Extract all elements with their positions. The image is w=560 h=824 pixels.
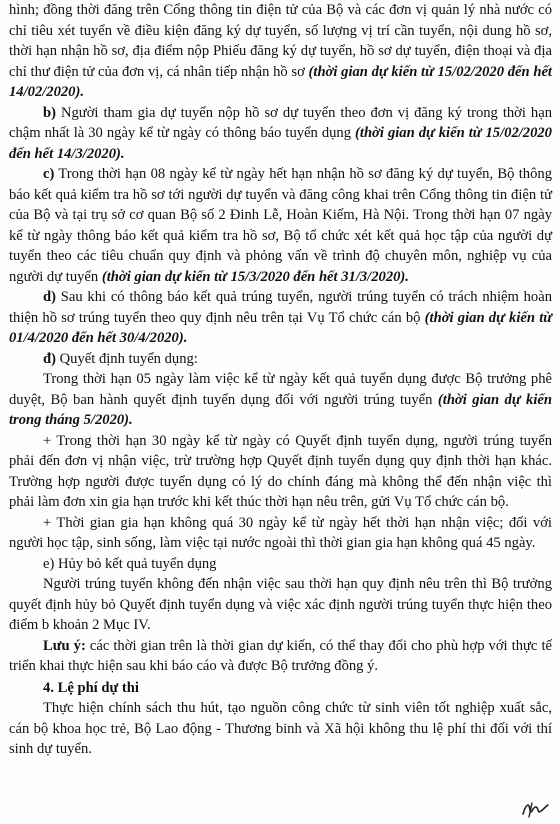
- paragraph-b-submit-dossier: [9, 103, 552, 165]
- paragraph-text: hình; đồng thời đăng trên Cổng thông tin điện tử của Bộ và các đơn vị quản lý nhà nước có chỉ tiêu xét tuyển về điều kiện đăng ký dự tuyển, số lượng vị trí cần tuyển, nội dung hồ sơ, thời hạn nhận hồ sơ, địa điểm nộp Phiếu đăng ký dự tuyển, hồ sơ dự tuyển, điện thoại và địa chỉ thư điện tử của đơn vị, cá nhân tiếp nhận hồ sơ: [9, 2, 552, 80]
- paragraph-c-review-interview: [9, 164, 552, 287]
- paragraph-report-to-work: [9, 431, 552, 513]
- paragraph-note: [9, 636, 552, 677]
- paragraph-decision-issuance: [9, 369, 552, 431]
- item-marker-b: b): [43, 104, 56, 121]
- paragraph-text: Trong thời hạn 08 ngày kể từ ngày hết hạn nhận hồ sơ đăng ký dự tuyển, Bộ thông báo kết quả kiểm tra hồ sơ tới người dự tuyển và đăng công khai trên Cổng thông tin điện tử của Bộ và tại trụ sở cơ quan Bộ số 2 Đinh Lễ, Hoàn Kiếm, Hà Nội. Trong thời hạn 07 ngày kể từ ngày thông báo kết quả kiểm tra hồ sơ, Bộ tổ chức xét kết quả học tập của người dự tuyển theo các tiêu chuẩn quy định và phỏng vấn về trình độ chuyên môn, nghiệp vụ của người dự tuyển: [9, 166, 552, 285]
- initials-signature: [520, 798, 550, 820]
- paragraph-e-cancel-result: [9, 554, 552, 575]
- note-label: Lưu ý:: [43, 637, 86, 654]
- paragraph-cancel-detail: [9, 574, 552, 636]
- paragraph-dd-recruitment-decision: [9, 349, 552, 370]
- item-marker-dd: đ): [43, 350, 56, 367]
- paragraph-text: các thời gian trên là thời gian dự kiến, có thể thay đổi cho phù hợp với thực tế triển khai thực hiện sau khi báo cáo và được Bộ trưởng đồng ý.: [9, 637, 552, 674]
- section-heading-exam-fee: 4. Lệ phí dự thi: [43, 679, 139, 696]
- item-marker-d: d): [43, 289, 56, 305]
- deadline-note: (thời gian dự kiến từ 15/02/2020 đến hết 14/3/2020).: [9, 125, 552, 162]
- paragraph-announcement-continuation: [9, 0, 552, 103]
- item-marker-c: c): [43, 166, 55, 182]
- paragraph-extension-period: [9, 513, 552, 554]
- paragraph-text: Người trúng tuyển không đến nhận việc sau thời hạn quy định nêu trên thì Bộ trưởng quyết định hủy bỏ Quyết định tuyển dụng và việc xác định người trúng tuyển thực hiện theo điểm b khoản 2 Mục IV.: [9, 576, 552, 633]
- paragraph-text: Trong thời hạn 05 ngày làm việc kể từ ngày kết quả tuyển dụng được Bộ trưởng phê duyệt, Bộ ban hành quyết định tuyển dụng đối với người trúng tuyển: [9, 371, 552, 408]
- paragraph-text: Quyết định tuyển dụng:: [55, 350, 198, 367]
- paragraph-exam-fee: Thực hiện chính sách thu hút, tạo nguồn công chức từ sinh viên tốt nghiệp xuất sắc, cán bộ khoa học trẻ, Bộ Lao động - Thương binh và Xã hội không thu lệ phí thi đối với thí sinh dự tuyển.: [9, 700, 552, 757]
- deadline-note: (thời gian dự kiến từ 15/02/2020 đến hết 14/02/2020).: [9, 63, 552, 100]
- paragraph-text: + Trong thời hạn 30 ngày kể từ ngày có Quyết định tuyển dụng, người trúng tuyển phải đến đơn vị nhận việc, trừ trường hợp Quyết định tuyển dụng quy định thời hạn khác. Trường hợp người được tuyển dụng có lý do chính đáng mà không thể đến nhận việc thì phải làm đơn xin gia hạn trước khi kết thúc thời hạn nêu trên, gửi Vụ Tổ chức cán bộ.: [9, 432, 552, 510]
- paragraph-text: e) Hủy bỏ kết quả tuyển dụng: [43, 555, 217, 572]
- deadline-note: (thời gian dự kiến từ 01/4/2020 đến hết 30/4/2020).: [9, 309, 552, 346]
- paragraph-d-complete-dossier: [9, 287, 552, 349]
- deadline-note: (thời gian dự kiến từ 15/3/2020 đến hết 31/3/2020).: [101, 268, 409, 285]
- paragraph-text: Sau khi có thông báo kết quả trúng tuyển, người trúng tuyển có trách nhiệm hoàn thiện hồ sơ trúng tuyển theo quy định nêu trên tại Vụ Tổ chức cán bộ: [9, 289, 552, 326]
- deadline-note: (thời gian dự kiến trong tháng 5/2020).: [9, 391, 552, 428]
- paragraph-text: Người tham gia dự tuyển nộp hồ sơ dự tuyển theo đơn vị đăng ký trong thời hạn chậm nhất là 30 ngày kể từ ngày có thông báo tuyển dụng: [9, 104, 552, 141]
- paragraph-text: + Thời gian gia hạn không quá 30 ngày kể từ ngày hết thời hạn nhận việc; đối với người học tập, sinh sống, làm việc tại nước ngoài thì thời gian gia hạn không quá 45 ngày.: [9, 514, 552, 551]
